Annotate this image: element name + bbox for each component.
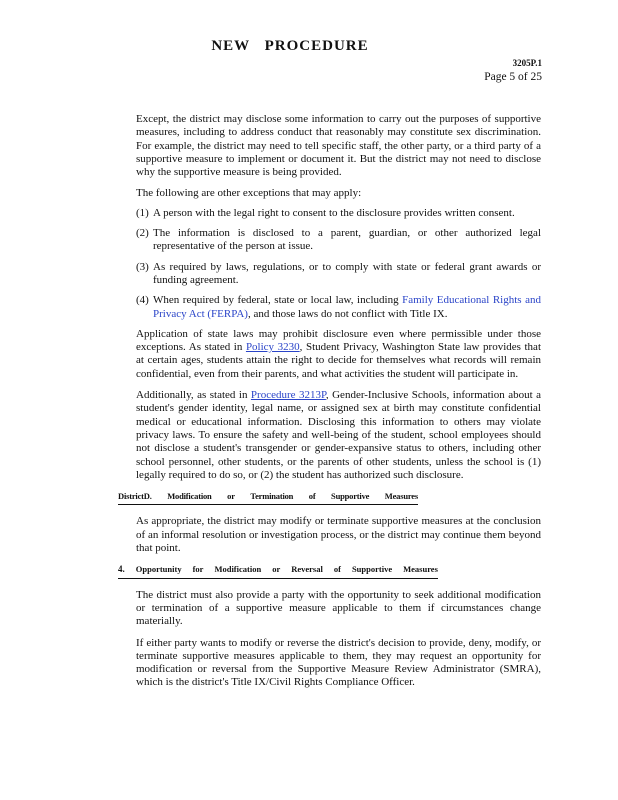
document-number: 3205P.1 [512, 58, 542, 68]
paragraph-state-law [136, 328, 541, 381]
text-fragment: Additionally, as stated in [136, 389, 251, 402]
paragraph-seek-modification: The district must also provide a party with the opportunity to seek additional modification or termination of a supportive measure applicable to them if circumstances change materially. [136, 588, 541, 628]
text-fragment: Application of state laws may prohibit disclosure even where permissible under those exceptions. As stated in [136, 327, 541, 354]
list-item [136, 227, 541, 254]
list-number: (3) [136, 260, 149, 273]
list-number: (2) [136, 227, 149, 240]
heading-word: for [192, 564, 204, 575]
list-text [153, 294, 541, 321]
heading-word: or [272, 564, 281, 575]
list-number: (4) [136, 294, 149, 307]
heading-word: Modification [167, 491, 212, 502]
heading-word: Termination [250, 491, 294, 502]
list-item [136, 261, 541, 288]
procedure-3213p-link[interactable]: Procedure 3213P [250, 389, 326, 402]
text-fragment: When required by federal, state or local law, including [153, 294, 403, 307]
paragraph-exceptions-intro: The following are other exceptions that may apply: [136, 187, 362, 200]
heading-word: Opportunity [135, 564, 182, 575]
ferpa-link[interactable]: Family Educational Rights and Privacy Act (FERPA) [153, 294, 541, 320]
list-text: As required by laws, regulations, or to comply with state or federal grant awards or funding agreement. [153, 260, 541, 286]
heading-word: Measures [384, 491, 418, 502]
list-item [136, 207, 541, 220]
heading-word: Reversal [291, 564, 323, 575]
heading-word: Modification [214, 564, 262, 575]
heading-word: Measures [403, 564, 438, 575]
heading-word: or [227, 491, 235, 502]
document-body [118, 113, 542, 698]
paragraph-request-smra: If either party wants to modify or reverse the district's decision to provide, deny, modify, or terminate supportive measures applicable to them, they may request an opportunity for modification or reversal from the Supportive Measure Review Administrator (SMRA), which is the district's Title IX/Civil Rights Compliance Officer. [136, 636, 541, 689]
list-item [136, 294, 541, 321]
text-fragment: , Gender-Inclusive Schools, information about a student's gender identity, legal name, or assigned sex at birth may constitute confidential medical or educational information. Disclosing this information to others may violate privacy laws. To ensure the safety and well-being of the student, school employees should not disclose a student's transgender or gender-expansive status to others, including other school personnel, other students, or the parents of other students, unless the school is (1) legally required to do so, or (2) the student has authorized such disclosure. [136, 389, 541, 481]
list-number: (1) [136, 206, 149, 219]
heading-word: District [118, 491, 144, 502]
heading-word: Supportive [331, 491, 370, 502]
page-number: Page 5 of 25 [484, 71, 542, 83]
page-title: NEW PROCEDURE [211, 38, 369, 54]
heading-word: of [333, 564, 341, 575]
section-heading-4 [118, 563, 438, 578]
paragraph-gender-inclusive [136, 389, 541, 482]
heading-letter: D. [143, 491, 152, 502]
heading-word [118, 490, 152, 503]
list-text: The information is disclosed to a parent, guardian, or other authorized legal representative of the person at issue. [153, 227, 541, 253]
text-fragment: , Student Privacy, Washington State law provides that at certain ages, students attain the right to decide for themselves what records will remain confidential, even from their parents, and what activities the student will participate in. [136, 341, 542, 380]
heading-word: of [308, 491, 316, 502]
policy-3230-link[interactable]: Policy 3230 [245, 341, 300, 354]
text-fragment: , and those laws do not conflict with Title IX. [247, 307, 448, 320]
list-text: A person with the legal right to consent to the disclosure provides written consent. [153, 206, 515, 219]
paragraph-modify-terminate: As appropriate, the district may modify or terminate supportive measures at the conclusion of an informal resolution or investigation process, or the district may continue them beyond that point. [136, 515, 541, 555]
heading-number: 4. [118, 564, 125, 575]
paragraph-disclosure: Except, the district may disclose some information to carry out the purposes of supportive measures, including to address conduct that reasonably may constitute sex discrimination. For example, the district may need to tell specific staff, the other party, or a third party of a supportive measure to implement or document it. But the district may not need to disclose why the supportive measure is being provided. [136, 113, 541, 179]
heading-word: Supportive [351, 564, 393, 575]
section-heading-d [118, 490, 418, 505]
